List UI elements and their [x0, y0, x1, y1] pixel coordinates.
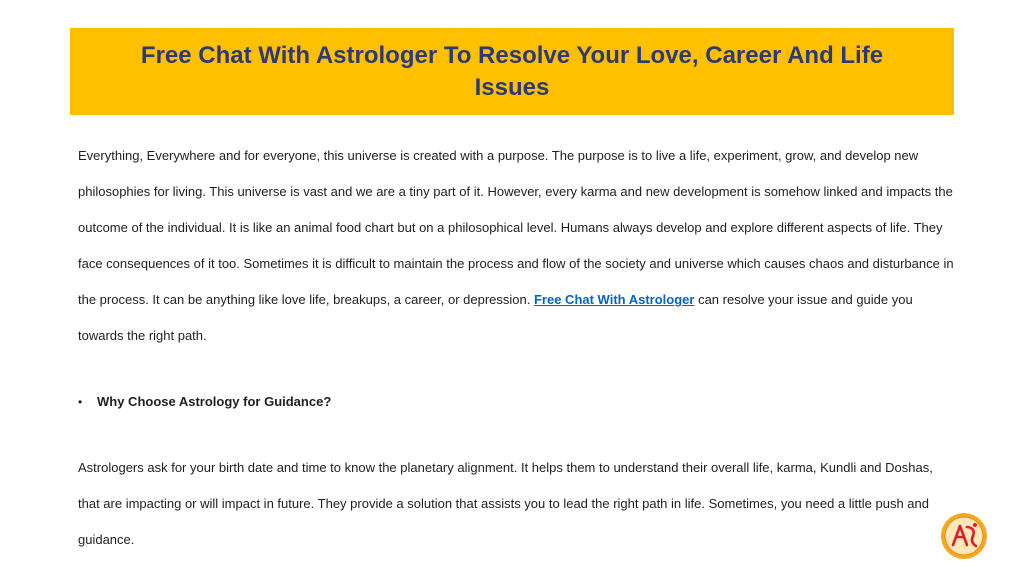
intro-text-after-link: can resolve your issue and guide you towards the right path. — [78, 292, 913, 343]
astrology-logo-icon — [940, 512, 988, 560]
bullet-item — [78, 384, 958, 420]
free-chat-link[interactable]: Free Chat With Astrologer — [533, 292, 695, 307]
logo-mark-dot — [973, 523, 977, 527]
intro-text-before-link: Everything, Everywhere and for everyone, this universe is created with a purpose. The purpose is to live a life, experiment, grow, and develop new philosophies for living. This universe is vast and we are a tiny part of it. However, every karma and new development is somehow linked and impacts the outcome of the individual. It is like an animal food chart but on a philosophical level. Humans always develop and explore different aspects of life. They face consequences of it too. Sometimes it is difficult to maintain the process and flow of the society and universe which causes chaos and disturbance in the process. It can be anything like love life, breakups, a career, or depression. — [78, 148, 954, 307]
intro-paragraph — [78, 138, 958, 354]
article-content — [78, 138, 958, 558]
bullet-heading: Why Choose Astrology for Guidance? — [97, 394, 332, 409]
page-title: Free Chat With Astrologer To Resolve Your Love, Career And Life Issues — [140, 41, 884, 101]
bullet-marker: • — [78, 395, 83, 409]
body-paragraph: Astrologers ask for your birth date and time to know the planetary alignment. It helps them to understand their overall life, karma, Kundli and Doshas, that are impacting or will impact in future. They provide a solution that assists you to lead the right path in life. Sometimes, you need a little push and guidance. — [78, 460, 933, 547]
title-banner — [70, 28, 954, 115]
